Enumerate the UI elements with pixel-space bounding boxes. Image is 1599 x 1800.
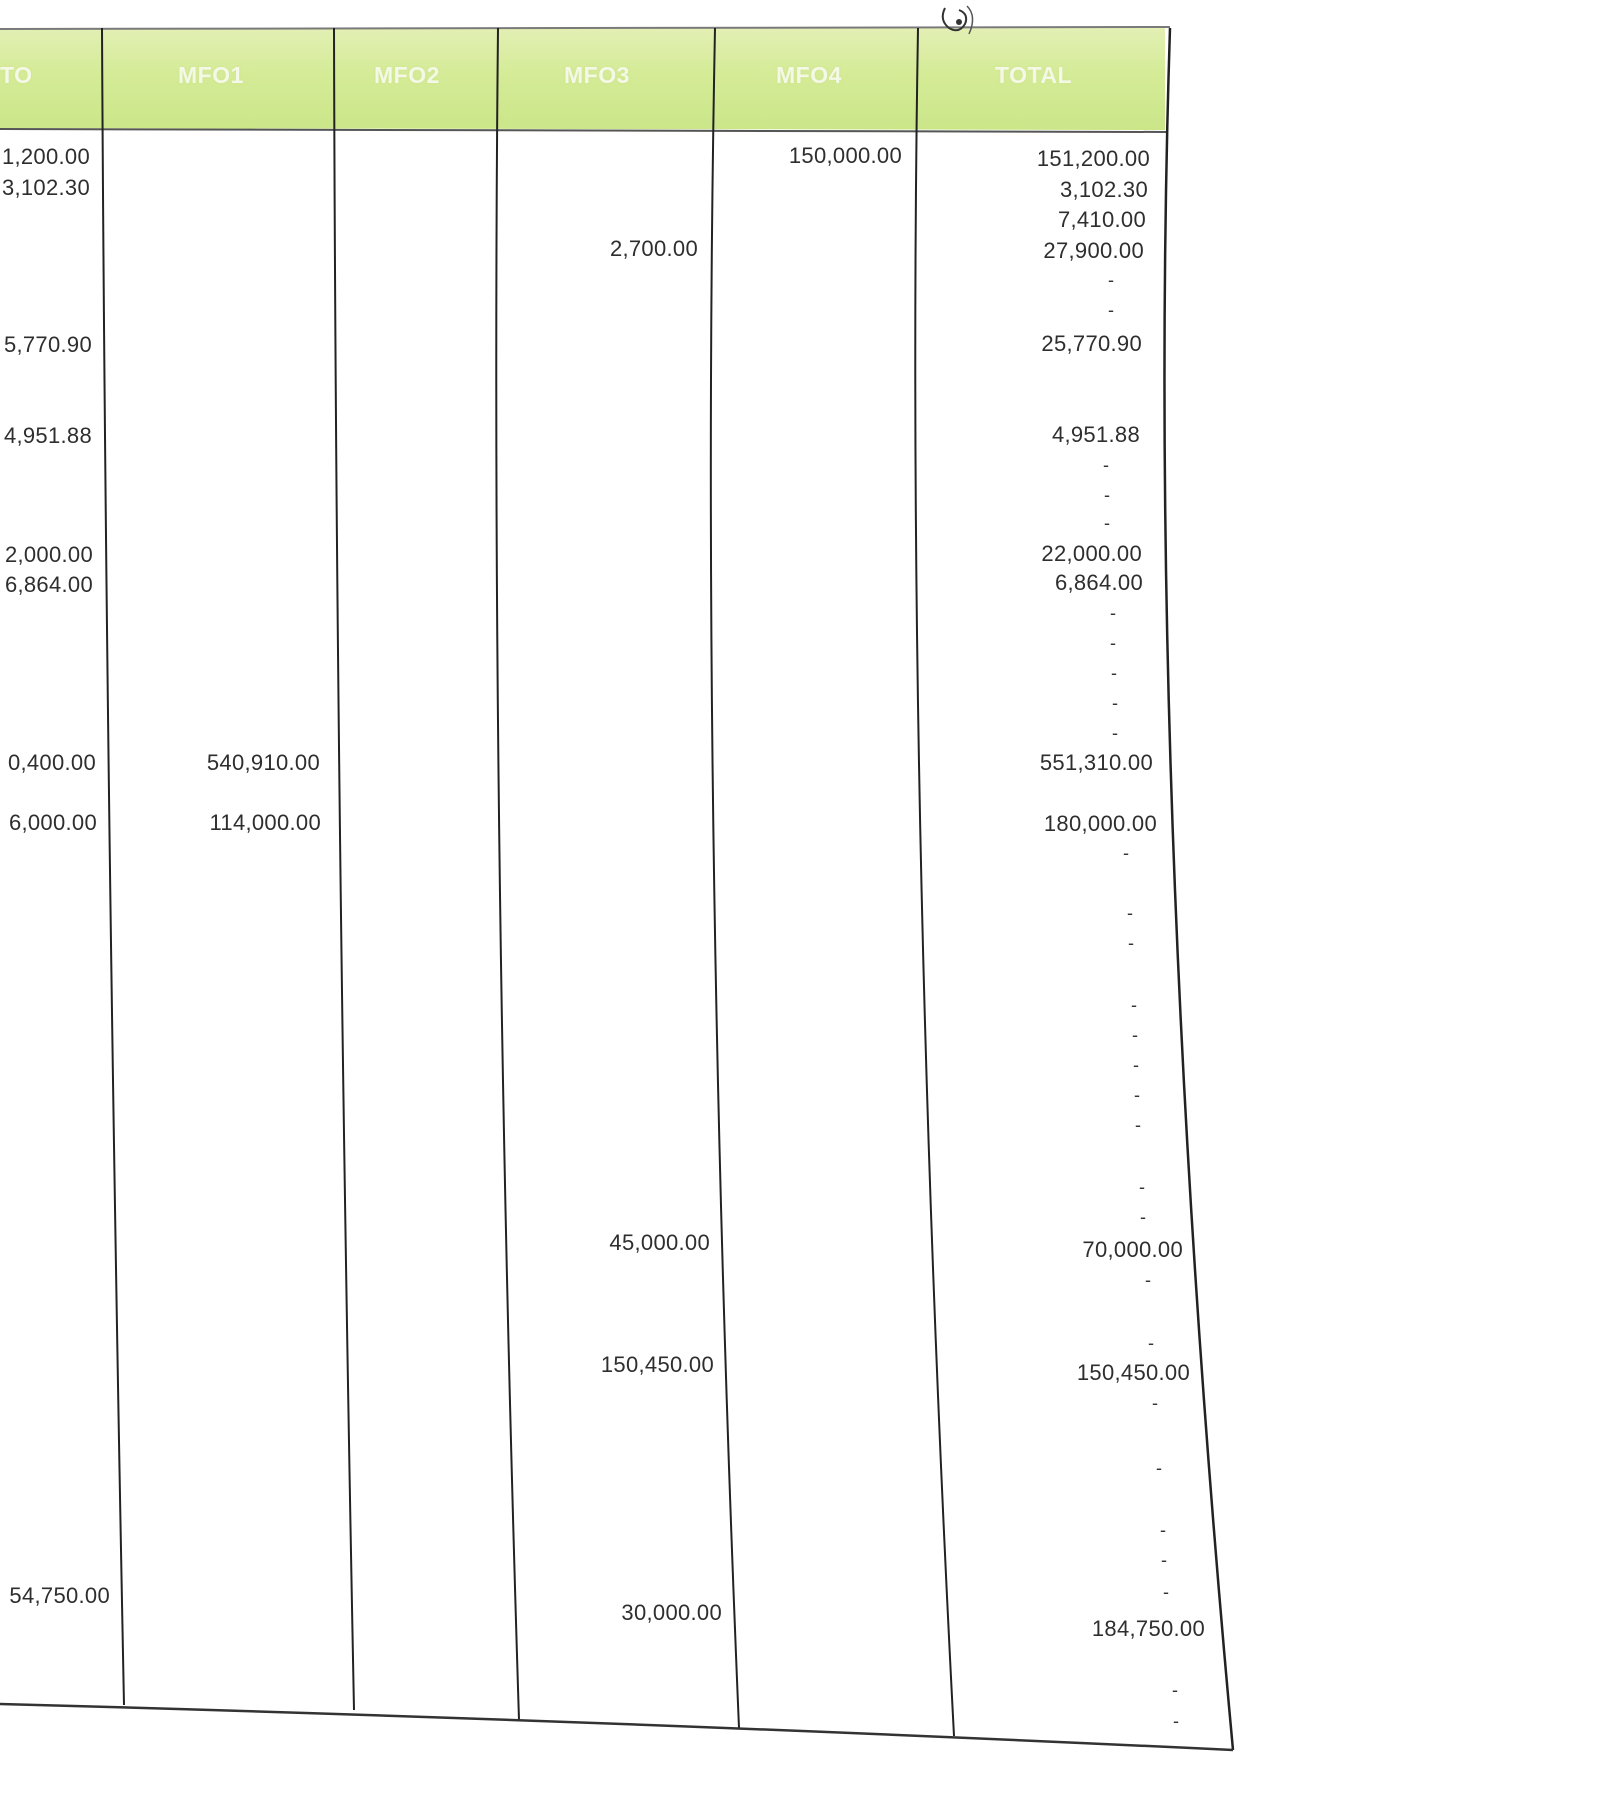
dash: - [1110,633,1116,653]
dash: - [1104,485,1110,505]
cell-r13-mfo3: 30,000.00 [621,1600,722,1625]
dash: - [1104,513,1110,533]
cell-r7-total: 22,000.00 [1041,541,1142,566]
cell-r7-col0: 2,000.00 [4,542,93,567]
dash: - [1140,1207,1146,1227]
cell-r1-col0: 1,200.00 [1,144,90,169]
cell-r10-mfo1: 114,000.00 [209,810,321,835]
cell-r4-mfo3: 2,700.00 [609,236,698,261]
dash: - [1148,1333,1154,1353]
header-mfo2: MFO2 [374,62,440,88]
header-mfo4: MFO4 [776,62,842,88]
cell-r1-mfo4: 150,000.00 [788,143,902,168]
header-total: TOTAL [995,62,1073,88]
dash: - [1133,1055,1139,1075]
dash: - [1134,1085,1140,1105]
header-mfo3: MFO3 [564,62,630,88]
cell-r9-col0: 0,400.00 [7,750,96,775]
cell-r2-total: 3,102.30 [1059,177,1148,202]
dash: - [1103,455,1109,475]
dash: - [1160,1520,1166,1540]
dash: - [1139,1177,1145,1197]
dash: - [1156,1458,1162,1478]
cell-r11-total: 70,000.00 [1082,1237,1183,1262]
dash: - [1112,693,1118,713]
cell-r11-mfo3: 45,000.00 [609,1230,710,1255]
dash: - [1110,603,1116,623]
dash: - [1161,1550,1167,1570]
dash: - [1112,723,1118,743]
dash: - [1152,1393,1158,1413]
cell-r9-total: 551,310.00 [1039,750,1153,775]
cell-r2-col0: 3,102.30 [1,175,90,200]
cell-r4-total: 27,900.00 [1043,238,1144,263]
header-mfo1: MFO1 [178,62,244,88]
cell-r6-col0: 4,951.88 [3,423,92,448]
dash: - [1131,995,1137,1015]
cell-r8-total: 6,864.00 [1054,570,1143,595]
cell-r3-total: 7,410.00 [1057,207,1146,232]
cell-r6-total: 4,951.88 [1051,422,1140,447]
cell-r8-col0: 6,864.00 [4,572,93,597]
dash: - [1173,1711,1179,1731]
dash: - [1108,300,1114,320]
dash: - [1145,1270,1151,1290]
header-col0: TO [0,62,33,88]
dash: - [1108,270,1114,290]
dash: - [1163,1582,1169,1602]
dash: - [1135,1115,1141,1135]
dash: - [1111,663,1117,683]
handwritten-mark [935,0,995,40]
cell-r10-total: 180,000.00 [1043,811,1157,836]
dash: - [1172,1680,1178,1700]
cell-r12-total: 150,450.00 [1076,1360,1190,1385]
dash: - [1123,843,1129,863]
cell-r13-total: 184,750.00 [1091,1616,1205,1641]
dash: - [1128,933,1134,953]
cell-r13-col0: 54,750.00 [9,1583,110,1608]
cell-r12-mfo3: 150,450.00 [600,1352,714,1377]
cell-r5-total: 25,770.90 [1041,331,1142,356]
cell-r10-col0: 6,000.00 [8,810,97,835]
cell-r9-mfo1: 540,910.00 [206,750,320,775]
cell-r5-col0: 5,770.90 [3,332,92,357]
dash: - [1127,903,1133,923]
cell-r1-total: 151,200.00 [1036,146,1150,171]
dash: - [1132,1025,1138,1045]
